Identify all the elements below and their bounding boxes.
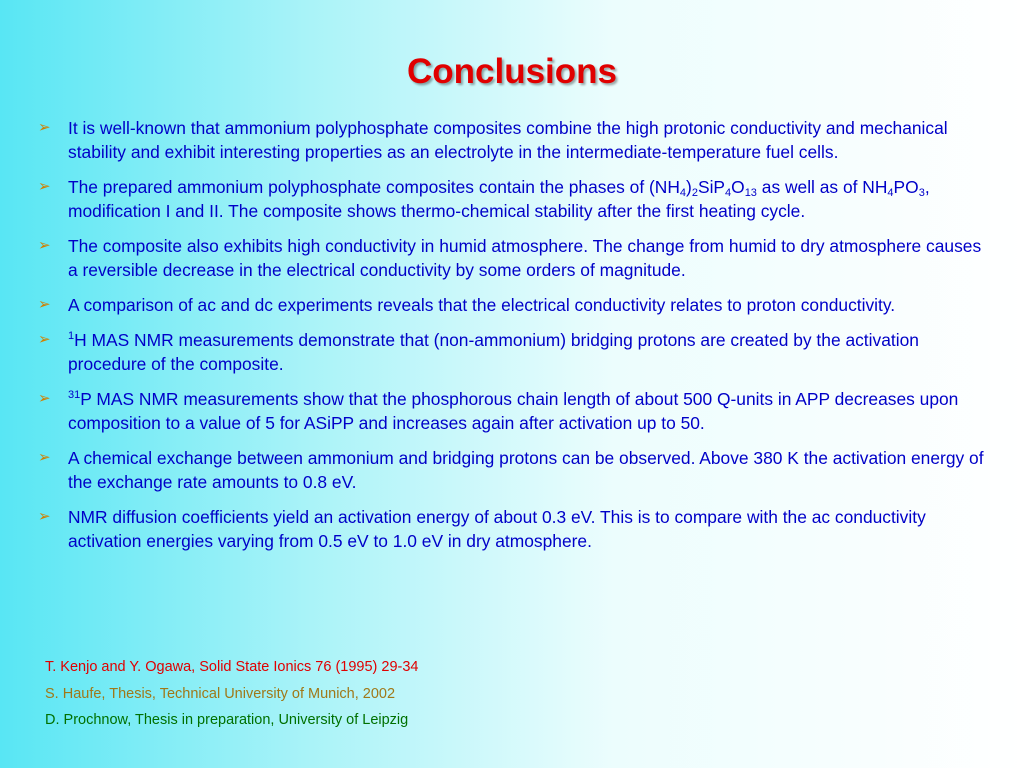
arrow-bullet-icon: ➢ — [38, 237, 51, 254]
subscript: 2 — [691, 187, 698, 199]
bullet-item — [38, 505, 988, 553]
arrow-bullet-icon: ➢ — [38, 449, 51, 466]
subscript: 13 — [744, 187, 757, 199]
bullet-text: P MAS NMR measurements show that the phosphorous chain length of about 500 Q-units in APP decreases upon composition to a value of 5 for ASiPP and increases again after activation up to 50. — [68, 389, 959, 433]
bullet-item — [38, 293, 988, 317]
arrow-bullet-icon: ➢ — [38, 119, 51, 136]
bullet-item — [38, 328, 988, 376]
arrow-bullet-icon: ➢ — [38, 508, 51, 525]
superscript: 1 — [68, 330, 75, 342]
subscript: 4 — [887, 187, 894, 199]
bullet-text: SiP — [697, 177, 726, 197]
bullet-item — [38, 387, 988, 435]
references-list — [45, 654, 419, 734]
arrow-bullet-icon: ➢ — [38, 331, 51, 348]
bullet-text: ) — [686, 177, 692, 197]
bullet-text: NMR diffusion coefficients yield an activation energy of about 0.3 eV. This is to compare with the ac conductivity activation energies varying from 0.5 eV to 1.0 eV in dry atmosphere. — [68, 507, 926, 551]
bullet-text: PO — [893, 177, 919, 197]
bullet-item — [38, 234, 988, 282]
bullet-text: A chemical exchange between ammonium and bridging protons can be observed. Above 380 K the activation energy of the exchange rate amounts to 0.8 eV. — [68, 448, 984, 492]
arrow-bullet-icon: ➢ — [38, 390, 51, 407]
subscript: 4 — [679, 187, 687, 199]
bullet-text: O — [731, 177, 745, 197]
reference-item: D. Prochnow, Thesis in preparation, University of Leipzig — [45, 712, 409, 728]
subscript: 3 — [918, 187, 925, 199]
slide-title: Conclusions — [406, 52, 618, 91]
bullet-text: A comparison of ac and dc experiments reveals that the electrical conductivity relates to proton conductivity. — [68, 295, 896, 315]
bullet-item — [38, 116, 988, 164]
superscript: 31 — [68, 389, 81, 401]
bullet-text: , modification I and II. The composite shows thermo-chemical stability after the first heating cycle. — [68, 177, 930, 221]
conclusions-list — [38, 116, 988, 564]
reference-item: T. Kenjo and Y. Ogawa, Solid State Ionics 76 (1995) 29-34 — [45, 659, 419, 675]
bullet-text: It is well-known that ammonium polyphosphate composites combine the high protonic conductivity and mechanical stability and exhibit interesting properties as an electrolyte in the intermediate-temperature fuel cells. — [68, 118, 948, 162]
bullet-text: H MAS NMR measurements demonstrate that (non-ammonium) bridging protons are created by the activation procedure of the composite. — [68, 330, 919, 374]
bullet-item — [38, 175, 988, 223]
arrow-bullet-icon: ➢ — [38, 296, 51, 313]
subscript: 4 — [725, 187, 732, 199]
reference-item: S. Haufe, Thesis, Technical University of Munich, 2002 — [45, 685, 396, 702]
arrow-bullet-icon: ➢ — [38, 178, 51, 195]
bullet-item — [38, 446, 988, 494]
bullet-text: The composite also exhibits high conductivity in humid atmosphere. The change from humid to dry atmosphere causes a reversible decrease in the electrical conductivity by some orders of magnitude. — [68, 236, 982, 280]
bullet-text: The prepared ammonium polyphosphate composites contain the phases of (NH — [68, 177, 680, 197]
bullet-text: as well as of NH — [756, 177, 888, 197]
